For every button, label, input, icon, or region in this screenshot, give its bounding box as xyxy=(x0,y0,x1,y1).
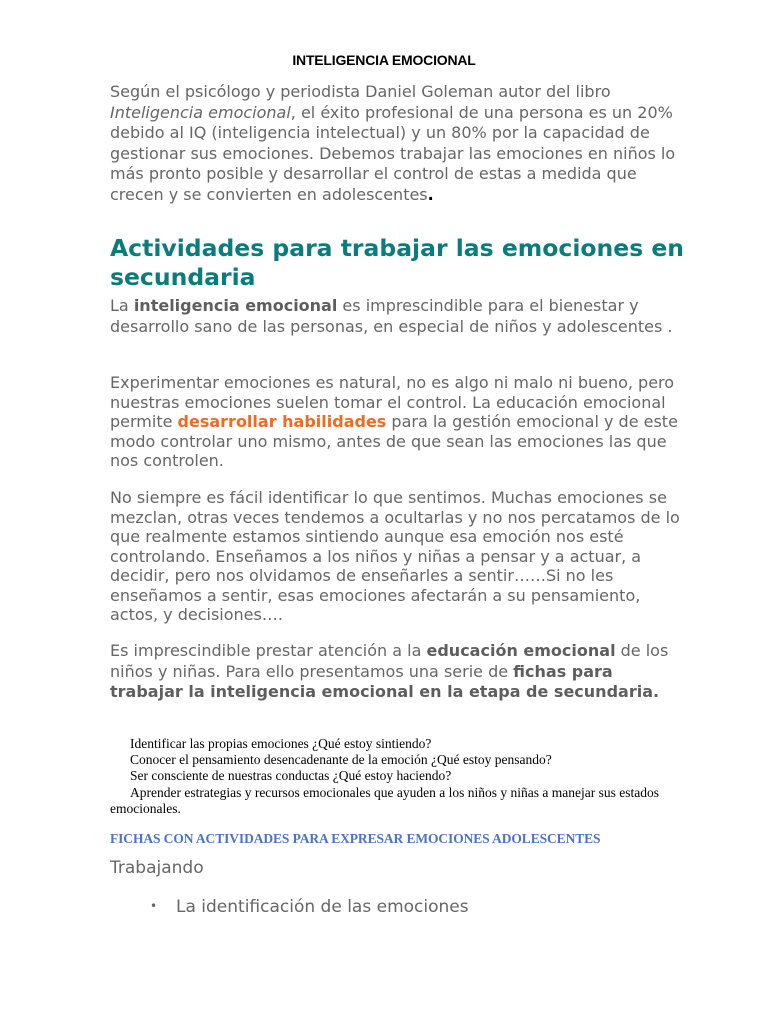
p2-text-a: Experimentar emociones es natural, no es algo ni malo ni bueno, pero nuestras emociones suelen tomar el control. La educación emocional permite xyxy=(110,373,675,431)
bullet-text: La identificación de las emociones xyxy=(176,897,469,917)
p4-bold-2: fichas para trabajar la inteligencia emocional en la etapa de secundaria. xyxy=(110,661,660,701)
paragraph-1 xyxy=(110,296,680,337)
bullet-icon: • xyxy=(150,899,158,913)
intro-text-1: Según el psicólogo y periodista Daniel Goleman autor del libro xyxy=(110,82,611,101)
objectives-list xyxy=(110,736,680,817)
list-item: Aprender estrategias y recursos emocionales que ayuden a los niños y niñas a manejar sus estados emocionales. xyxy=(110,784,659,816)
intro-text-2: , el éxito profesional de una persona es un 20% debido al IQ (inteligencia intelectual) y un 80% por la capacidad de gestionar sus emociones. Debemos trabajar las emociones en niños lo más pronto posible y desarrollar el control de estas a medida que crecen y se convierten en adolescentes xyxy=(110,102,676,204)
list-item: Ser consciente de nuestras conductas ¿Qué estoy haciendo? xyxy=(130,768,452,784)
intro-paragraph xyxy=(110,82,680,205)
section-heading: Actividades para trabajar las emociones en secundaria xyxy=(110,234,685,291)
intro-end: . xyxy=(427,184,434,204)
p4-bold-1: educación emocional xyxy=(426,641,616,660)
paragraph-4 xyxy=(110,641,680,703)
list-item: Conocer el pensamiento desencadenante de la emoción ¿Qué estoy pensando? xyxy=(130,752,552,768)
p1-bold: inteligencia emocional xyxy=(133,296,338,315)
paragraph-2 xyxy=(110,373,680,471)
book-title: Inteligencia emocional xyxy=(110,102,291,122)
p2-text-c: para la gestión emocional y de este modo controlar uno mismo, antes de que sean las emociones las que nos controlen. xyxy=(110,412,678,470)
p4-text-c: de los niños y niñas. Para ello presentamos una serie de xyxy=(110,641,669,681)
p4-text-a: Es imprescindible prestar atención a la xyxy=(110,641,427,660)
list-item: Identificar las propias emociones ¿Qué estoy sintiendo? xyxy=(130,736,432,751)
p1-text-c: es imprescindible para el bienestar y desarrollo sano de las personas, en especial de niños y adolescentes . xyxy=(110,296,673,336)
trabajando-label: Trabajando xyxy=(110,858,204,878)
bullet-item xyxy=(150,896,469,918)
document-title: INTELIGENCIA EMOCIONAL xyxy=(292,52,476,68)
p1-text-a: La xyxy=(110,296,134,315)
desarrollar-habilidades-link[interactable]: desarrollar habilidades xyxy=(177,412,387,431)
fichas-heading: FICHAS CON ACTIVIDADES PARA EXPRESAR EMOCIONES ADOLESCENTES xyxy=(110,831,601,846)
paragraph-3: No siempre es fácil identificar lo que sentimos. Muchas emociones se mezclan, otras veces tendemos a ocultarlas y no nos percatamos de lo que realmente estamos sintiendo aunque esa emoción nos esté controlando. Enseñamos a los niños y niñas a pensar y a actuar, a decidir, pero nos olvidamos de enseñarles a sentir……Si no les enseñamos a sentir, esas emociones afectarán a su pensamiento, actos, y decisiones…. xyxy=(110,488,680,624)
